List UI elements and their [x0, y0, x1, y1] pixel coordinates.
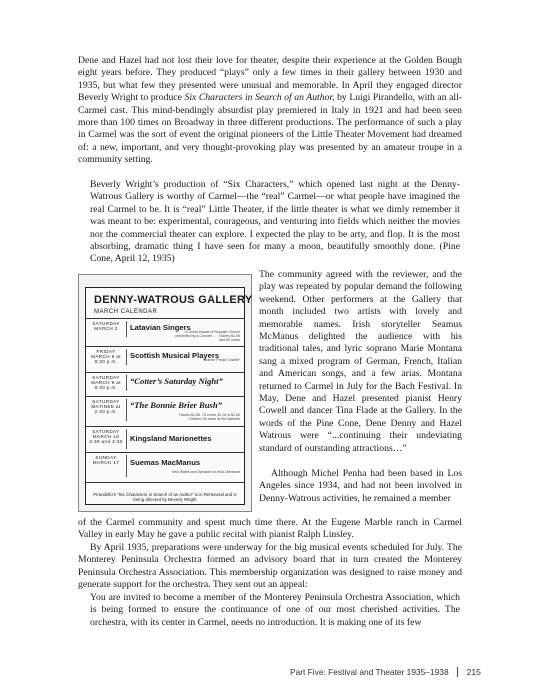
calendar-act: Scottish Musical Players: [130, 351, 220, 360]
page-number: 215: [466, 667, 481, 677]
calendar-date: SATURDAY MATINEE at 2:30 p.m.: [91, 399, 121, 415]
calendar-note: Irish Wales and Speaker on Irish Literature: [172, 470, 240, 474]
play-title: Six Characters in Search of an Author,: [184, 92, 335, 104]
clipping-title: DENNY-WATROUS GALLERY: [94, 294, 253, 306]
divider: [126, 455, 127, 477]
calendar-date: SATURDAY MARCH 2: [92, 321, 120, 332]
calendar-act: Suemas MacManus: [130, 458, 201, 467]
paragraph-penha-wrap: Although Michel Penha had been based in Los Angeles since 1934, and had not been involved in Denny-Watrous activities, he remained a member: [259, 468, 462, 504]
pine-cone-quote: Beverly Wright’s production of “Six Characters,” which opened last night at the Denny-Watrous Gallery is worthy of Carmel—the “real” Carmel—or what people have imagined the real Carmel to be. It is “real” Little Theater, if the little theater is what we dimly remember it was meant to be: experimental, courageous, and venturing into fields which neither the movies nor the commercial theater can explore. I expected the play to be arty, and flop. It is the most absorbing, dramatic thing I have seen for many a moon, beautifully smoothly done. (Pine Cone, April 12, 1935): [90, 179, 460, 265]
divider: [126, 375, 127, 391]
calendar-date: SATURDAY MARCH 9 at 8:30 p.m.: [91, 375, 121, 391]
calendar-row: [86, 347, 244, 367]
calendar-row: [86, 319, 244, 342]
calendar-date: SATURDAY MARCH 16 2:30 and 3:30: [89, 429, 123, 445]
paragraph-gallery-plays: [78, 55, 462, 167]
divider: [86, 482, 244, 483]
paragraph-penha-continued: of the Carmel community and spent much time there. At the Eugene Marble ranch in Carmel Valley in early May he gave a public recital with pianist Ralph Linsley.: [78, 517, 462, 541]
page-footer: [290, 667, 481, 677]
calendar-note: in Great Impact of Russian Church preceded by a Concert . . . Tickets $1.65 and 83 cents: [175, 330, 240, 342]
paragraph-orchestra-association: By April 1935, preparations were underway for the big musical events scheduled for July. The Monterey Peninsula Orchestra formed an advisory board that in turn created the Monterey Peninsula Orchestra Association. This membership organization was designed to raise money and generate support for the orchestra. They sent out an appeal:: [78, 542, 462, 591]
calendar-act: Kingsland Marionettes: [130, 434, 212, 443]
clipping-frame: [85, 287, 253, 505]
calendar-note: Tickets $1.65, 75 cents, $1.00 & $1.50 Children 35 cents at the Matinee: [178, 413, 240, 421]
clipping-subtitle: MARCH CALENDAR: [94, 309, 158, 315]
calendar-act: “Cotter’s Saturday Night”: [130, 376, 223, 386]
orchestra-appeal-quote: You are invited to become a member of the Monterey Peninsula Orchestra Association, which is being formed to ensure the continuance of one of our most cherished activities. The orchestra, with its center in Carmel, needs no introduction. It is making one of its few: [90, 592, 460, 628]
clipping-footer: Pirandello’s “Six Characters in Search of an Author” is in Rehearsal and is being directed by Beverly Wright: [93, 492, 237, 502]
divider: [457, 667, 458, 677]
paragraph-text: Dene and Hazel had not lost their love for theater, despite their experience at the Golden Bough eight years before. They produced “plays” only a few times in their gallery between 1930 and 1935, but what few they presented were unusual and memorable. In April they engaged director Beverly Wright to produce: [78, 55, 462, 104]
calendar-row: [86, 397, 244, 423]
calendar-row: [86, 453, 244, 479]
calendar-date: FRIDAY MARCH 8 at 8:30 p.m.: [91, 349, 121, 365]
paragraph-community-reception: The community agreed with the reviewer, and the play was repeated by popular demand the following weekend. Other performers at the Gallery that month included two artists with lovely and memorable names. Irish storyteller Seamus McManus delighted the audience with his traditional tales, and lyric soprano Marie Montana sang a mixed program of German, French, Italian and American songs, and a few arias. Montana returned to Carmel in July for the Bach Festival. In May, Dene and Hazel presented pianist Henry Cowell and dancer Tina Flade at the Gallery. In the words of the Pine Cone, Dene Denny and Hazel Watrous were “...continuing their undeviating standard of outstanding attractions…”: [259, 269, 462, 454]
calendar-row: [86, 427, 244, 451]
newspaper-clipping-image: [78, 274, 252, 512]
running-head: Part Five: Festival and Theater 1935–1938: [290, 667, 449, 677]
divider: [126, 399, 127, 421]
calendar-act: “The Bonnie Brier Bush”: [130, 400, 222, 410]
divider: [126, 321, 127, 337]
divider: [126, 349, 127, 365]
paragraph-text: by Luigi Pirandello, with an all-Carmel cast. This mind-bendingly absurdist play premiered in Italy in 1921 and had been seen more than 100 times on Broadway in three different productions. The performance of such a play in Carmel was the sort of event the original pioneers of the Little Theater Movement had dreamed of: a new, important, and very thought-provoking play was presented by an amateur troupe in a community setting.: [78, 92, 463, 166]
calendar-date: SUNDAY MARCH 17: [92, 455, 120, 466]
calendar-row: [86, 373, 244, 393]
calendar-note: “Bonnie Prince Charlie”: [202, 358, 240, 362]
divider: [126, 429, 127, 449]
calendar-act: Latavian Singers: [130, 323, 191, 332]
